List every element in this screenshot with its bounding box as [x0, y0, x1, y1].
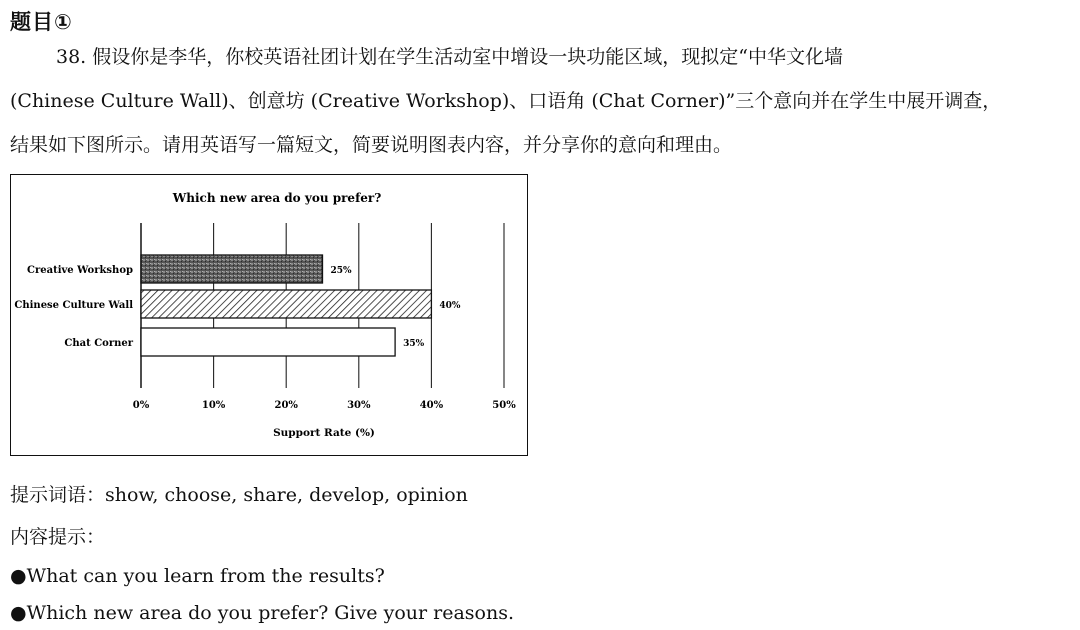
x-tick-label: 40%: [419, 400, 444, 411]
x-tick-label: 30%: [347, 400, 371, 411]
y-category-label: Chinese Culture Wall: [14, 300, 133, 311]
keyword-hints: 提示词语：show, choose, share, develop, opinion: [10, 484, 468, 506]
bar-chart-figure: [10, 174, 528, 456]
x-tick-label: 0%: [132, 400, 150, 411]
question-line-1: 38. 假设你是李华，你校英语社团计划在学生活动室中增设一块功能区域，现拟定“中华文化墙: [56, 46, 843, 68]
x-tick-label: 20%: [274, 400, 298, 411]
y-category-label: Chat Corner: [64, 338, 133, 349]
content-hint-label: 内容提示：: [10, 526, 106, 548]
x-axis-label: Support Rate (%): [273, 427, 375, 439]
bar: [141, 328, 395, 356]
question-line-2: (Chinese Culture Wall)、创意坊 (Creative Workshop)、口语角 (Chat Corner)”三个意向并在学生中展开调查，: [10, 90, 1002, 112]
x-tick-label: 50%: [492, 400, 516, 411]
hint-bullet-2: ●Which new area do you prefer? Give your reasons.: [10, 602, 514, 624]
bar-chart: [11, 175, 526, 454]
bar: [141, 290, 431, 318]
hint-bullet-1: ●What can you learn from the results?: [10, 565, 385, 587]
question-line-3: 结果如下图所示。请用英语写一篇短文，简要说明图表内容，并分享你的意向和理由。: [10, 134, 733, 156]
bar: [141, 255, 323, 283]
x-tick-label: 10%: [201, 400, 226, 411]
chart-title: Which new area do you prefer?: [172, 191, 382, 205]
bar-value-label: 35%: [403, 339, 425, 349]
bar-value-label: 40%: [439, 301, 461, 311]
y-category-label: Creative Workshop: [27, 265, 133, 276]
bar-value-label: 25%: [330, 266, 352, 276]
question-heading: 题目①: [10, 10, 73, 34]
